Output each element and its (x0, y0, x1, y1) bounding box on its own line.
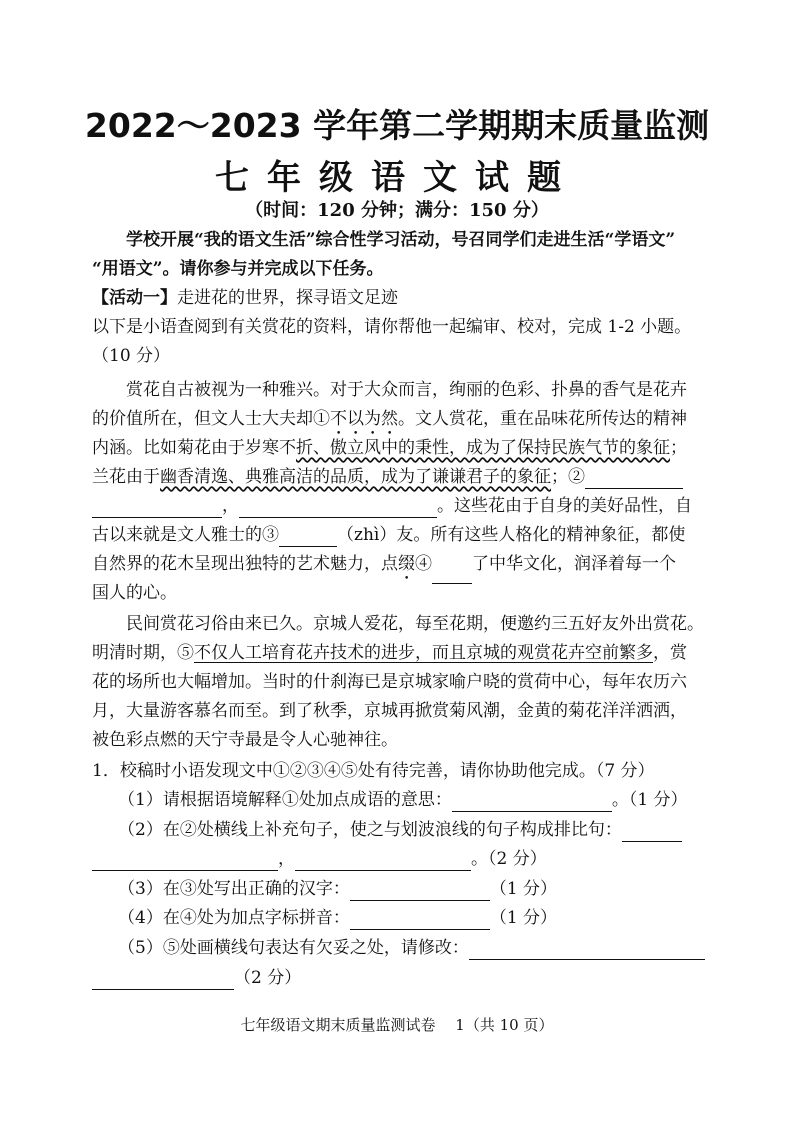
sub-question-score: （1 分） (489, 879, 558, 899)
sub-question-score: 。（2 分） (471, 849, 547, 869)
answer-blank-2c[interactable] (239, 499, 437, 518)
passage-line (92, 465, 714, 489)
passage-line (92, 407, 714, 439)
answer-blank-3[interactable] (279, 528, 337, 547)
passage-text: 了中华文化，润泽着每一个 (472, 554, 676, 574)
passage-text: ，赏 (653, 643, 687, 663)
answer-blank-q1-1[interactable] (452, 793, 612, 812)
passage-text: 内涵。比如菊花由于岁寒不 (92, 438, 296, 458)
sub-question-text: （3）在③处写出正确的汉字： (118, 879, 350, 899)
question-1-sub-1 (118, 788, 714, 812)
passage-text: ； (670, 438, 687, 458)
dotted-character: 缀 (398, 554, 415, 574)
activity-heading (92, 286, 714, 310)
passage-text: （zhì）友。所有这些人格化的精神象征，都使 (337, 525, 686, 545)
passage-line: 国人的心。 (92, 583, 177, 603)
passage-line (92, 552, 714, 584)
question-1-sub-4 (118, 906, 714, 930)
sub-question-text: （5）⑤处画横线句表达有欠妥之处，请修改： (118, 938, 469, 958)
passage-line (92, 436, 714, 460)
passage-text: 。文人赏花，重在品味花所传达的精神 (398, 409, 687, 429)
passage-line: 民间赏花习俗由来已久。京城人爱花，每至花期，便邀约三五好友外出赏花。 (126, 614, 704, 634)
passage-text: 兰花由于 (92, 467, 160, 487)
wavy-underlined-text: 折、傲立风中的秉性，成为了保持民族气节的象征 (296, 438, 670, 458)
answer-blank-2a[interactable] (585, 470, 683, 489)
sub-question-score: （2 分） (234, 968, 302, 988)
passage-text: 。这些花由于自身的美好品性，自 (437, 496, 692, 516)
passage-line (92, 494, 714, 518)
question-1-sub-2-cont (92, 847, 714, 871)
exam-meta: （时间：120 分钟；满分：150 分） (245, 200, 549, 221)
answer-blank-q1-5a[interactable] (469, 941, 705, 960)
sub-question-text: （4）在④处为加点字标拼音： (118, 908, 350, 928)
activity-desc-2: （10 分） (92, 346, 171, 366)
sub-question-score: （1 分） (489, 908, 558, 928)
underlined-sentence: 不仅人工培育花卉技术的进步，而且京城的观赏花卉空前繁多 (194, 643, 653, 663)
passage-line (92, 523, 714, 547)
sub-question-text: （1）请根据语境解释①处加点成语的意思： (118, 790, 452, 810)
wavy-underlined-text: 幽香清逸、典雅高洁的品质，成为了谦谦君子的象征 (160, 467, 551, 487)
page-footer: 七年级语文期末质量监测试卷 1（共 10 页） (240, 1016, 554, 1034)
question-1-sub-2 (118, 818, 714, 842)
exam-subtitle: 七年级语文试题 (215, 158, 579, 198)
intro-line-1: 学校开展“我的语文生活”综合性学习活动，号召同学们走进生活“学语文” (126, 230, 676, 250)
question-1-sub-5 (118, 936, 714, 960)
passage-text: ④ (415, 554, 432, 574)
activity-heading-bracket: 【活动一】 (92, 288, 177, 308)
answer-blank-q1-2a[interactable] (622, 823, 682, 842)
passage-line (92, 641, 714, 665)
passage-text: 明清时期，⑤ (92, 643, 194, 663)
answer-blank-q1-3[interactable] (350, 882, 490, 901)
answer-blank-q1-2c[interactable] (295, 852, 471, 871)
dotted-idiom: 不以为然 (330, 409, 398, 429)
passage-text: 的价值所在，但文人士大夫却① (92, 409, 330, 429)
passage-text: 自然界的花木呈现出独特的艺术魅力，点 (92, 554, 398, 574)
answer-blank-q1-2b[interactable] (92, 852, 278, 871)
exam-title: 2022～2023 学年第二学期期末质量监测 (84, 106, 710, 145)
sub-question-text: （2）在②处横线上补充句子，使之与划波浪线的句子构成排比句： (118, 820, 622, 840)
answer-blank-q1-5b[interactable] (92, 971, 234, 990)
passage-text: ， (222, 496, 239, 516)
passage-line: 赏花自古被视为一种雅兴。对于大众而言，绚丽的色彩、扑鼻的香气是花卉 (126, 380, 687, 400)
activity-heading-text: 走进花的世界，探寻语文足迹 (177, 288, 398, 308)
passage-line: 被色彩点燃的天宁寺最是令人心驰神往。 (92, 730, 398, 750)
sub-question-text: ， (278, 849, 295, 869)
passage-text: 古以来就是文人雅士的③ (92, 525, 279, 545)
question-1-sub-5-cont (92, 966, 714, 990)
question-1-sub-3 (118, 877, 714, 901)
sub-question-score: 。（1 分） (611, 790, 688, 810)
intro-line-2: “用语文”。请你参与并完成以下任务。 (92, 259, 384, 279)
passage-text: ；② (551, 467, 585, 487)
question-1-stem: 1．校稿时小语发现文中①②③④⑤处有待完善，请你协助他完成。（7 分） (92, 761, 655, 781)
answer-blank-q1-4[interactable] (350, 911, 490, 930)
activity-desc-1: 以下是小语查阅到有关赏花的资料，请你帮他一起编审、校对，完成 1-2 小题。 (92, 317, 692, 337)
answer-blank-2b[interactable] (92, 499, 222, 518)
passage-line: 花的场所也大幅增加。当时的什刹海已是京城家喻户晓的赏荷中心，每年农历六 (92, 672, 687, 692)
passage-line: 月，大量游客慕名而至。到了秋季，京城再掀赏菊风潮，金黄的菊花洋洋洒洒， (92, 701, 687, 721)
